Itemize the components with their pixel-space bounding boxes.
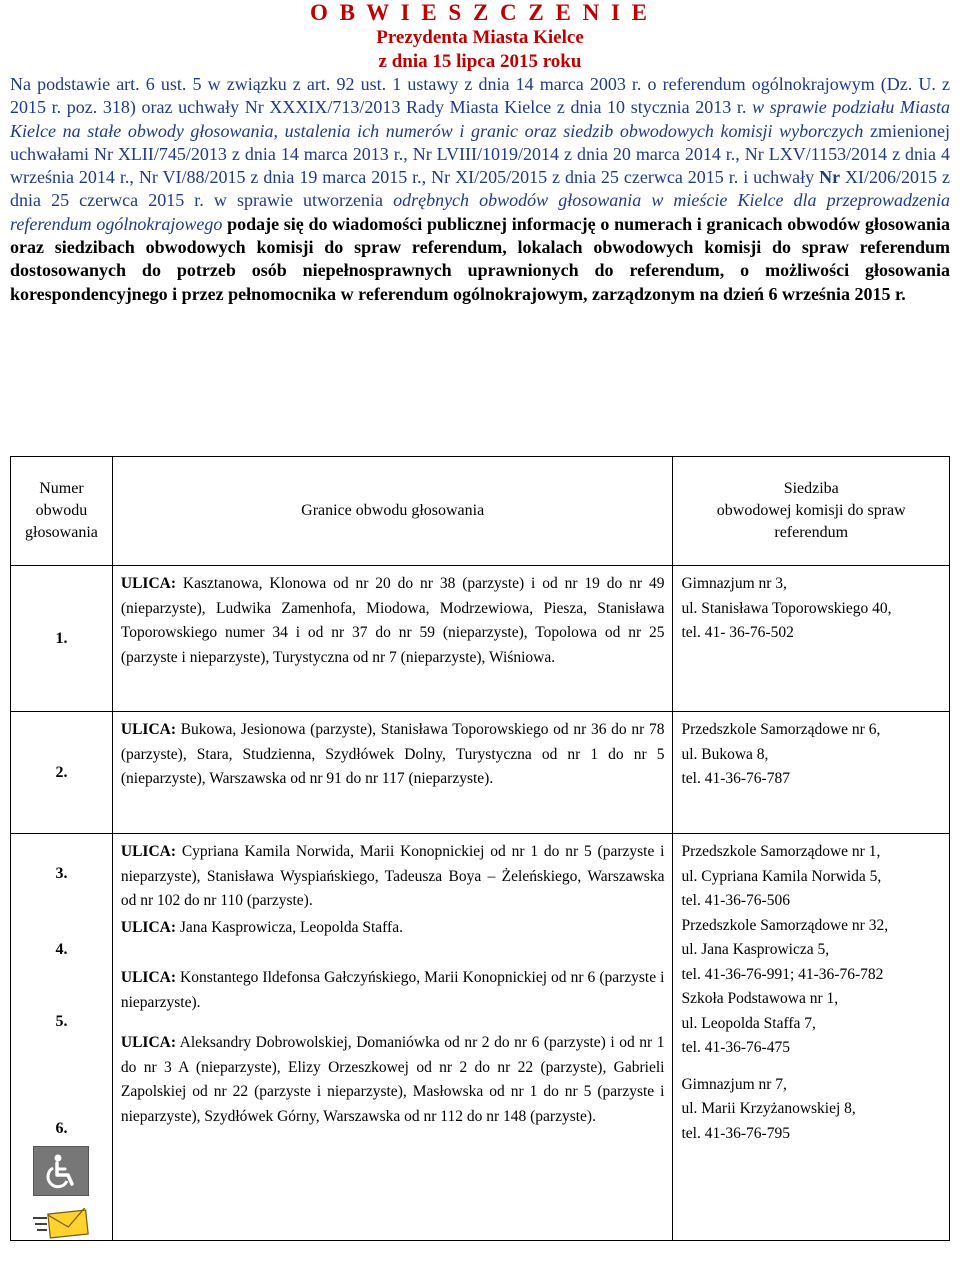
street-list: Konstantego Ildefonsa Gałczyńskiego, Marii Konopnickiej od nr 6 (parzyste i nieparzyste). bbox=[120, 969, 665, 1011]
district-streets bbox=[113, 916, 673, 943]
intro-paragraph bbox=[10, 73, 950, 306]
district-number: 2. bbox=[55, 763, 68, 781]
seat-phone: tel. 41-36-76-787 bbox=[681, 770, 790, 787]
header-district-borders: Granice obwodu głosowania bbox=[112, 457, 673, 566]
header-seat-line3: referendum bbox=[774, 524, 849, 541]
intro-nr: Nr bbox=[819, 167, 841, 188]
seat-phone: tel. 41-36-76-506 bbox=[681, 892, 790, 909]
commission-seat-group bbox=[673, 834, 950, 1241]
district-numbers-cell bbox=[11, 834, 113, 1241]
commission-seat bbox=[673, 914, 949, 988]
seat-phone: tel. 41- 36-76-502 bbox=[681, 624, 794, 641]
commission-seat bbox=[673, 712, 950, 834]
district-number-wrap bbox=[11, 1058, 112, 1138]
header-commission-seat bbox=[673, 457, 950, 566]
intro-resolution-number: XI/206/2015 z dnia 25 czerwca 2015 r. bbox=[10, 167, 950, 211]
seat-name: Przedszkole Samorządowe nr 32, bbox=[681, 916, 889, 934]
intro-legal-basis: Na podstawie art. 6 ust. 5 w związku z art. 92 ust. 1 ustawy z dnia 14 marca 2003 r. o referendum ogólnokrajowym (Dz. U. z 2015 r. poz. 318) oraz uchwały Nr XXXIX/713/2013 Rady Miasta Kielce z dnia 10 stycznia 2013 r. bbox=[10, 74, 950, 118]
district-number: 5. bbox=[55, 1013, 68, 1030]
district-streets bbox=[113, 942, 673, 1017]
seat-address: ul. Bukowa 8, bbox=[681, 745, 769, 763]
commission-seat bbox=[673, 1061, 949, 1147]
seat-address: ul. Leopolda Staffa 7, bbox=[681, 1014, 816, 1032]
table-row bbox=[11, 566, 950, 712]
district-number-wrap bbox=[11, 986, 112, 1058]
commission-seat bbox=[673, 834, 949, 914]
header bbox=[0, 0, 960, 74]
seat-phone: tel. 41-36-76-475 bbox=[681, 1039, 790, 1056]
street-label: ULICA: bbox=[120, 918, 176, 936]
seat-address: ul. Cypriana Kamila Norwida 5, bbox=[681, 867, 882, 885]
commission-seat bbox=[673, 566, 950, 712]
district-number-wrap bbox=[11, 834, 112, 914]
street-list: Kasztanowa, Klonowa od nr 20 do nr 38 (parzyste) i od nr 19 do nr 49 (nieparzyste), Ludwika Zamenhofa, Miodowa, Modrzewiowa, Piesza, Stanisława Toporowskiego numer 34 i od nr 37 do nr 59 (nieparzyste), Topolowa od nr 25 (parzyste i nieparzyste), Turystyczna od nr 7 (nieparzyste), Wiśniowa. bbox=[120, 575, 665, 666]
seat-name: Przedszkole Samorządowe nr 1, bbox=[681, 843, 881, 860]
header-seat-line2: obwodowej komisji do spraw bbox=[716, 502, 906, 519]
district-streets bbox=[112, 712, 673, 834]
districts-table bbox=[10, 456, 950, 1241]
street-label: ULICA: bbox=[120, 721, 176, 738]
street-label: ULICA: bbox=[120, 843, 176, 860]
seat-name: Przedszkole Samorządowe nr 6, bbox=[681, 721, 881, 738]
seat-name: Gimnazjum nr 7, bbox=[681, 1075, 787, 1093]
document-date: z dnia 15 lipca 2015 roku bbox=[378, 51, 582, 72]
street-label: ULICA: bbox=[120, 969, 176, 986]
table-row-group bbox=[11, 834, 950, 1241]
header-district-number bbox=[11, 457, 113, 566]
seat-name: Szkoła Podstawowa nr 1, bbox=[681, 990, 839, 1007]
seat-phone: tel. 41-36-76-991; 41-36-76-782 bbox=[681, 965, 884, 983]
table-row bbox=[11, 712, 950, 834]
district-number-cell bbox=[11, 566, 113, 712]
seat-address: ul. Jana Kasprowicza 5, bbox=[681, 941, 830, 958]
intro-announcement: podaje się do wiadomości publicznej informację o numerach i granicach obwodów głosowania oraz siedzibach obwodowych komisji do spraw referendum, lokalach obwodowych komisji do spraw referendum dostosowanych do potrzeb osób niepełnosprawnych uprawnionych do referendum, o możliwości głosowania korespondencyjnego i przez pełnomocnika w referendum ogólnokrajowym, zarządzonym na dzień 6 września 2015 r. bbox=[10, 213, 950, 304]
street-label: ULICA: bbox=[120, 1034, 176, 1051]
district-number: 3. bbox=[55, 865, 68, 882]
district-streets-group bbox=[112, 834, 673, 1241]
street-list: Bukowa, Jesionowa (parzyste), Stanisława Toporowskiego od nr 36 do nr 78 (parzyste), Stara, Studzienna, Szydłówek Dolny, Turystyczna od nr 1 do nr 5 (nieparzyste), Warszawska od nr 91 do nr 117 (nieparzyste). bbox=[120, 721, 665, 787]
district-number: 6. bbox=[55, 1120, 68, 1137]
district-number-cell bbox=[11, 712, 113, 834]
intro-resolution-title: w sprawie podziału Miasta Kielce na stałe obwody głosowania, ustalenia ich numerów i granic oraz siedzib obwodowych komisji wyborczych bbox=[10, 97, 950, 141]
envelope-icon bbox=[31, 1208, 91, 1240]
wheelchair-icon bbox=[33, 1146, 89, 1196]
table-header-row bbox=[11, 457, 950, 566]
street-list: Cypriana Kamila Norwida, Marii Konopnickiej od nr 1 do nr 5 (parzyste i nieparzyste), Stanisława Wyspiańskiego, Tadeusza Boya – Żeleńskiego, Warszawska od nr 102 do nr 110 (parzyste). bbox=[120, 843, 665, 909]
intro-amendments: zmienionej uchwałami Nr XLII/745/2013 z dnia 14 marca 2013 r., Nr LVIII/1019/2014 z dnia 20 marca 2014 r., Nr LXV/1153/2014 z dnia 4 września 2014 r., Nr VI/88/2015 z dnia 19 marca 2015 r., Nr XI/205/2015 z dnia 25 czerwca 2015 r. i uchwały bbox=[10, 120, 950, 188]
seat-address: ul. Stanisława Toporowskiego 40, bbox=[681, 599, 892, 617]
intro-subject: w sprawie utworzenia bbox=[213, 190, 394, 211]
street-label: ULICA: bbox=[120, 575, 176, 592]
district-streets bbox=[113, 1017, 673, 1135]
seat-address: ul. Marii Krzyżanowskiej 8, bbox=[681, 1100, 856, 1117]
district-number: 1. bbox=[55, 629, 68, 647]
document-title: O B W I E S Z C Z E N I E bbox=[309, 0, 651, 25]
street-list: Jana Kasprowicza, Leopolda Staffa. bbox=[176, 918, 403, 936]
document-subtitle: Prezydenta Miasta Kielce bbox=[376, 27, 584, 48]
seat-phone: tel. 41-36-76-795 bbox=[681, 1124, 790, 1142]
header-seat-line1: Siedziba bbox=[783, 480, 839, 497]
district-number-wrap bbox=[11, 914, 112, 986]
district-streets bbox=[112, 566, 673, 712]
seat-name: Gimnazjum nr 3, bbox=[681, 575, 787, 592]
intro-subject-italic: odrębnych obwodów głosowania w mieście Kielce dla przeprowadzenia referendum ogólnokrajowego bbox=[10, 190, 950, 234]
header-number-label: Numer obwodu głosowania bbox=[25, 480, 98, 541]
district-number: 4. bbox=[55, 941, 68, 958]
street-list: Aleksandry Dobrowolskiej, Domaniówka od nr 2 do nr 6 (parzyste) i od nr 1 do nr 3 A (nieparzyste), Elizy Orzeszkowej od nr 2 do nr 22 (parzyste), Gabrieli Zapolskiej od nr 22 (parzyste i nieparzyste), Masłowska od nr 1 do nr 5 (parzyste i nieparzyste), Szydłówek Górny, Warszawska od nr 112 do nr 148 (parzyste). bbox=[120, 1034, 665, 1125]
district-streets bbox=[113, 834, 673, 916]
commission-seat bbox=[673, 987, 949, 1061]
